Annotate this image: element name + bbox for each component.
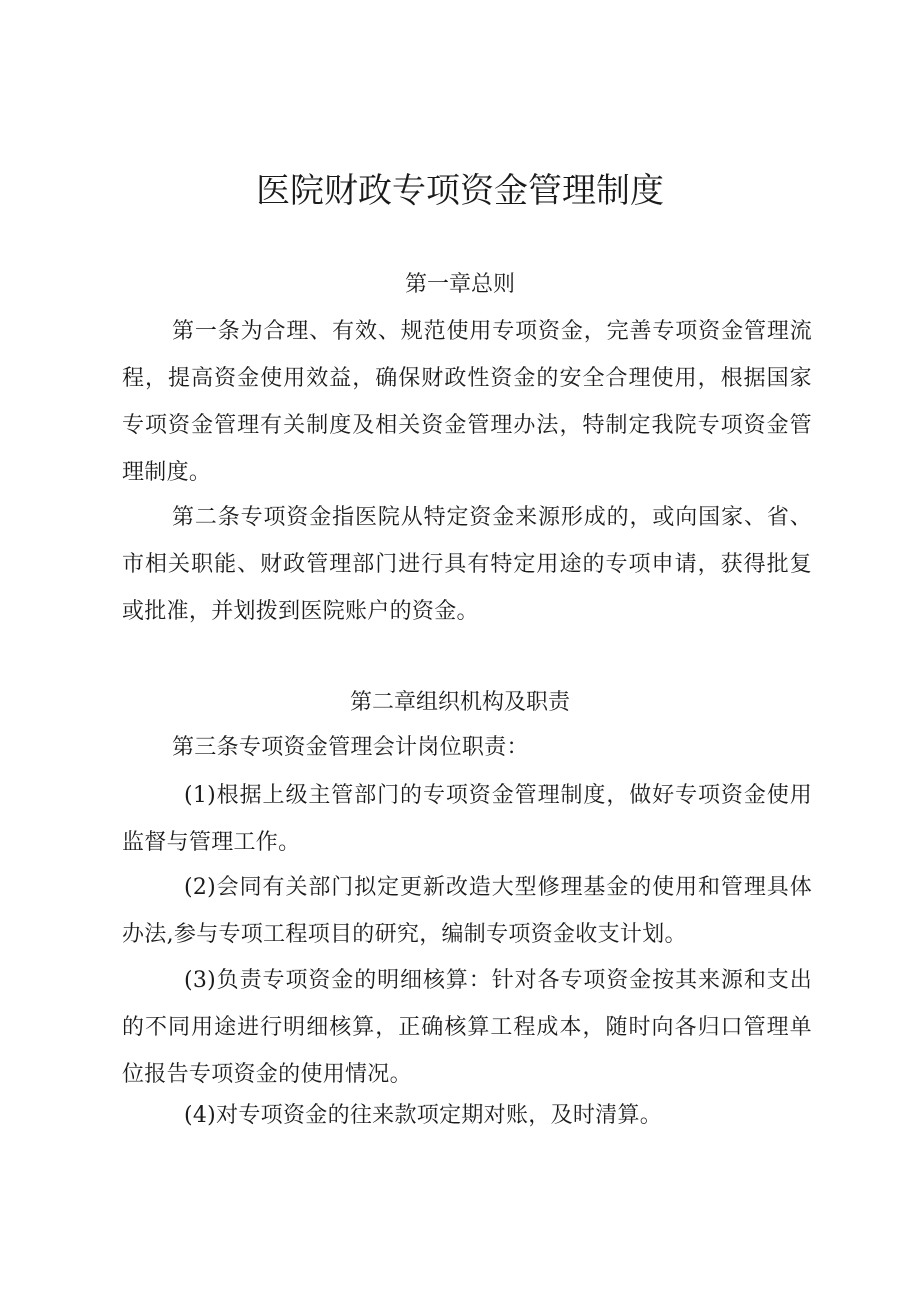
article-1-paragraph: 第一条为合理、有效、规范使用专项资金，完善专项资金管理流程，提高资金使用效益，确保财政性资金的安全合理使用，根据国家专项资金管理有关制度及相关资金管理办法，特制定我院专项资金管理制度。 bbox=[122, 319, 812, 485]
document-title: 医院财政专项资金管理制度 bbox=[256, 171, 664, 211]
article-3-paragraph: 第三条专项资金管理会计岗位职责： bbox=[172, 735, 529, 760]
article-2-paragraph: 第二条专项资金指医院从特定资金来源形成的，或向国家、省、市相关职能、财政管理部门进行具有特定用途的专项申请，获得批复或批准，并划拨到医院账户的资金。 bbox=[122, 505, 812, 624]
duty-item-1: (1)根据上级主管部门的专项资金管理制度，做好专项资金使用监督与管理工作。 bbox=[122, 783, 812, 855]
duty-item-2: (2)会同有关部门拟定更新改造大型修理基金的使用和管理具体办法,参与专项工程项目的研究，编制专项资金收支计划。 bbox=[122, 875, 812, 947]
chapter-2-heading: 第二章组织机构及职责 bbox=[349, 690, 570, 715]
chapter-1-heading: 第一章总则 bbox=[404, 272, 515, 297]
duty-item-4: (4)对专项资金的往来款项定期对账，及时清算。 bbox=[184, 1103, 663, 1128]
duty-item-3: (3)负责专项资金的明细核算：针对各专项资金按其来源和支出的不同用途进行明细核算，正确核算工程成本，随时向各归口管理单位报告专项资金的使用情况。 bbox=[122, 968, 812, 1087]
